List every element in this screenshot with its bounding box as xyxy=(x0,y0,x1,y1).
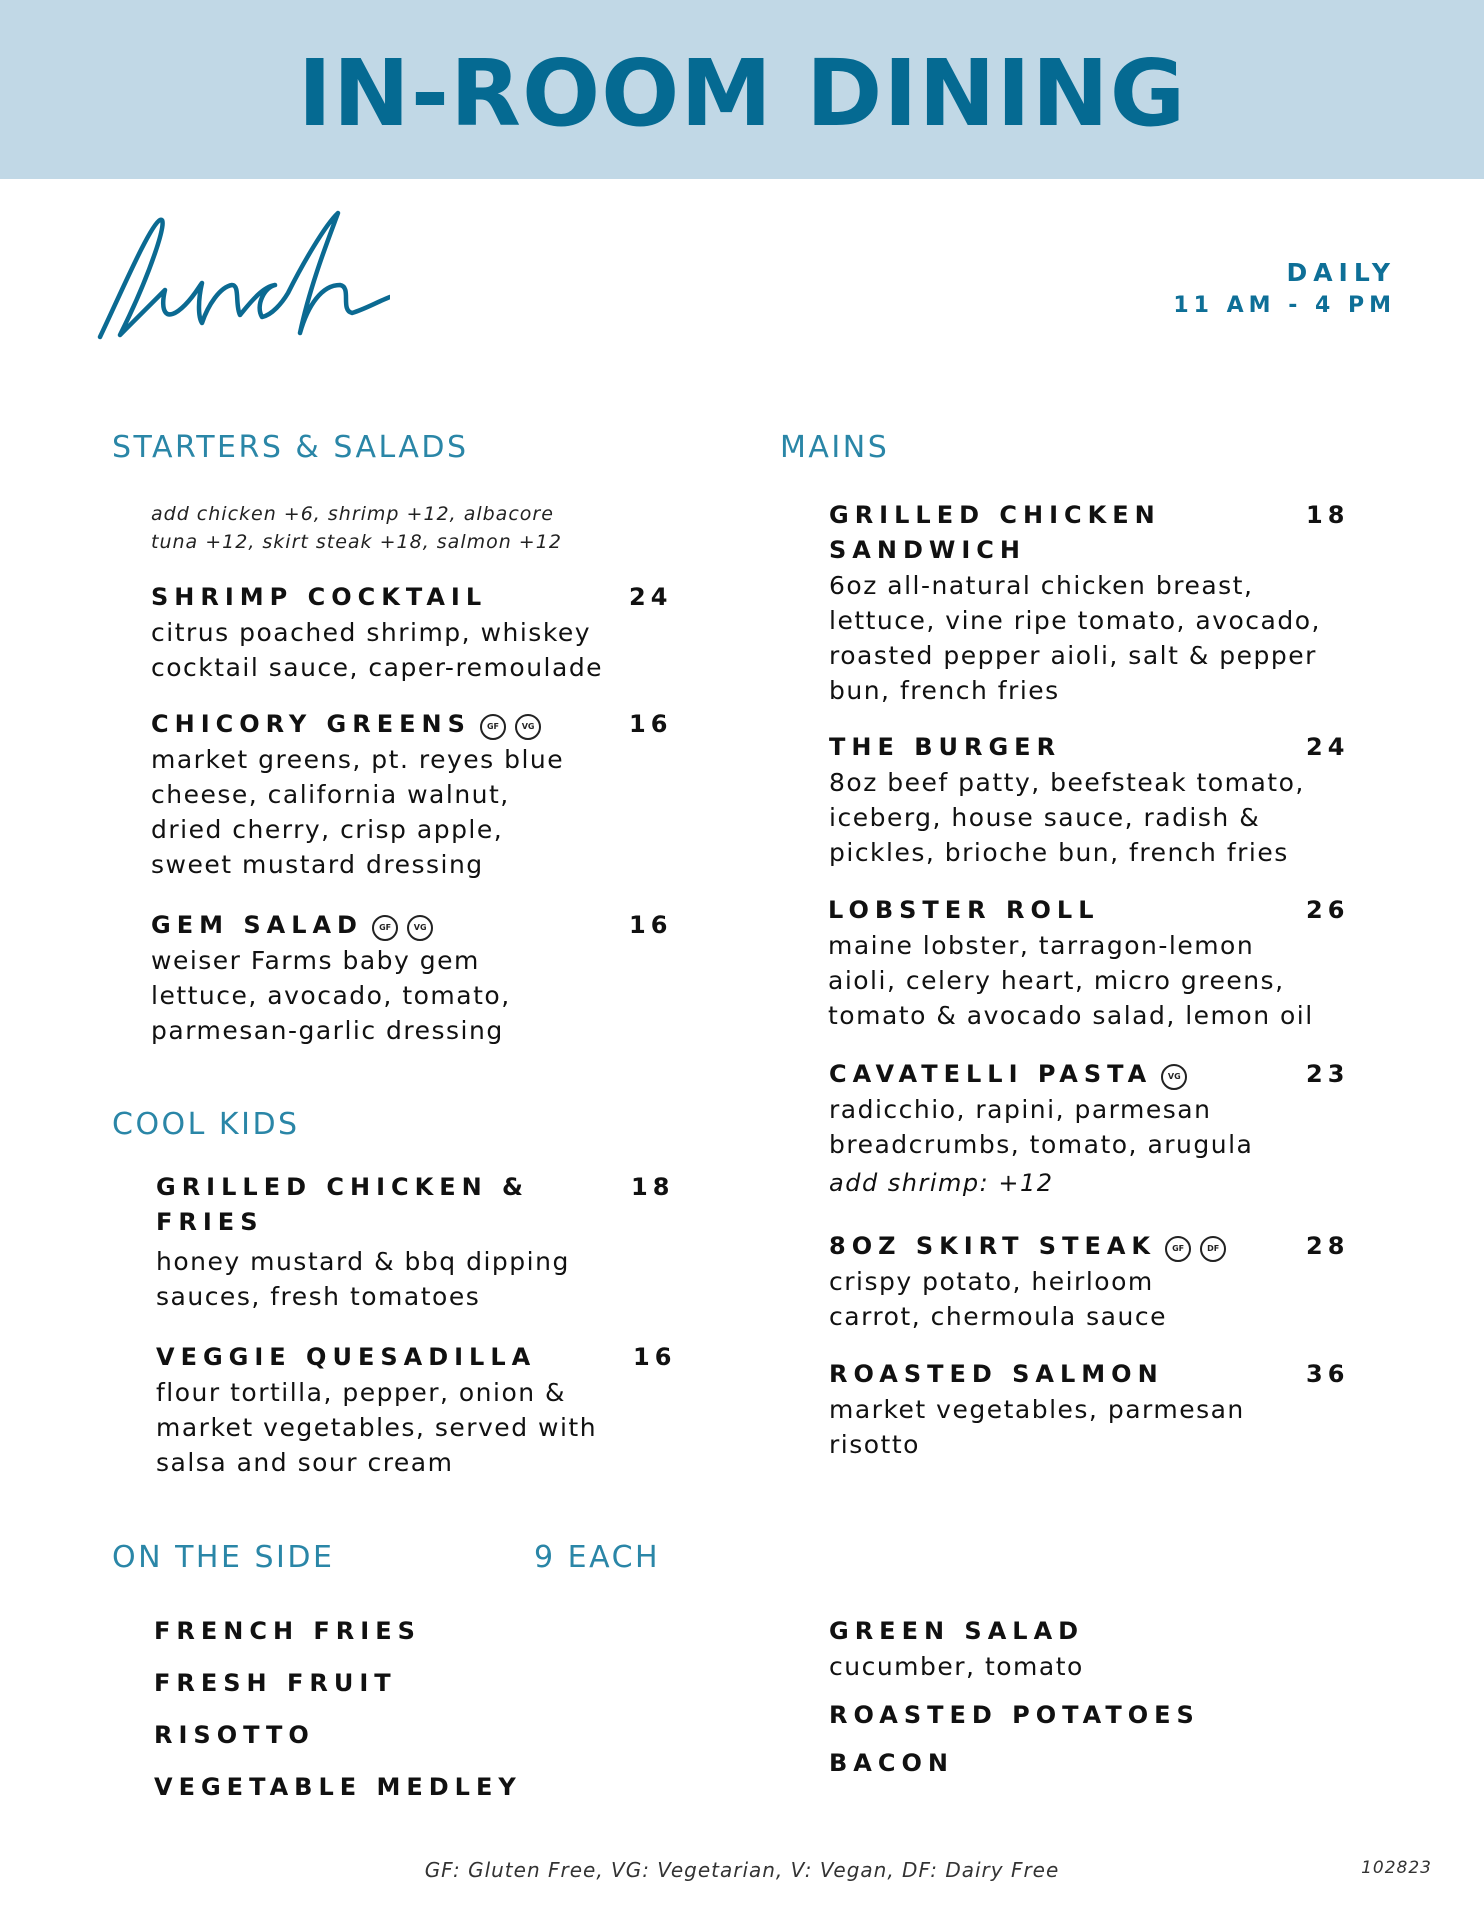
item-name: GRILLED CHICKEN & FRIES xyxy=(156,1173,529,1236)
item-name: CAVATELLI PASTA xyxy=(829,1060,1153,1088)
item-price: 16 xyxy=(633,1343,677,1371)
item-description: maine lobster, tarragon-lemon aioli, celery heart, micro greens, tomato & avocado salad, lemon oil xyxy=(828,931,1314,1030)
page-title: IN-ROOM DINING xyxy=(297,40,1187,147)
gf-badge: GF xyxy=(480,714,506,740)
item-description: radicchio, rapini, parmesan breadcrumbs, tomato, arugula xyxy=(829,1095,1254,1159)
item-description: citrus poached shrimp, whiskey cocktail sauce, caper-remoulade xyxy=(151,618,604,682)
menu-item xyxy=(151,580,671,685)
side-item: GREEN SALAD xyxy=(829,1617,1085,1645)
item-name: GRILLED CHICKEN SANDWICH xyxy=(829,501,1161,564)
item-price: 28 xyxy=(1306,1232,1350,1260)
dietary-legend: GF: Gluten Free, VG: Vegetarian, V: Vegan, DF: Dairy Free xyxy=(424,1858,1060,1882)
item-name: 8OZ SKIRT STEAK xyxy=(829,1232,1157,1260)
item-description: crispy potato, heirloom carrot, chermoula sauce xyxy=(829,1267,1167,1331)
item-description: market greens, pt. reyes blue cheese, california walnut, dried cherry, crisp apple, sweet mustard dressing xyxy=(151,745,565,879)
item-name: SHRIMP COCKTAIL xyxy=(151,583,488,611)
item-price: 26 xyxy=(1306,896,1350,924)
item-name: GEM SALAD xyxy=(151,911,363,939)
item-name: LOBSTER ROLL xyxy=(828,896,1100,924)
menu-item xyxy=(151,707,671,882)
item-description: 8oz beef patty, beefsteak tomato, iceberg, house sauce, radish & pickles, brioche bun, french fries xyxy=(829,768,1305,867)
menu-item xyxy=(828,893,1348,1033)
lunch-script-title xyxy=(90,205,390,345)
item-price: 24 xyxy=(629,583,673,611)
item-description: 6oz all-natural chicken breast, lettuce, vine ripe tomato, avocado, roasted pepper aioli, salt & pepper bun, french fries xyxy=(829,571,1321,705)
side-item: FRESH FRUIT xyxy=(154,1669,397,1697)
gf-badge: GF xyxy=(1165,1236,1191,1262)
item-description: honey mustard & bbq dipping sauces, fresh tomatoes xyxy=(156,1247,570,1311)
gf-badge: GF xyxy=(372,915,398,941)
menu-item xyxy=(156,1340,676,1480)
side-item: RISOTTO xyxy=(154,1721,315,1749)
section-title-mains: MAINS xyxy=(780,430,890,465)
item-name: THE BURGER xyxy=(829,733,1062,761)
menu-item xyxy=(829,1357,1349,1462)
section-title-kids: COOL KIDS xyxy=(112,1107,300,1142)
item-price: 24 xyxy=(1306,733,1350,761)
hours-days: DAILY xyxy=(1286,258,1396,287)
menu-item xyxy=(829,1057,1349,1204)
item-name: ROASTED SALMON xyxy=(829,1360,1164,1388)
item-description: flour tortilla, pepper, onion & market vegetables, served with salsa and sour cream xyxy=(156,1378,598,1477)
side-item: VEGETABLE MEDLEY xyxy=(154,1773,522,1801)
item-price: 18 xyxy=(1306,501,1350,529)
vg-badge: VG xyxy=(407,915,433,941)
menu-item xyxy=(829,1229,1349,1334)
item-description: weiser Farms baby gem lettuce, avocado, tomato, parmesan-garlic dressing xyxy=(151,946,511,1045)
sides-price: 9 EACH xyxy=(534,1540,661,1575)
item-price: 16 xyxy=(629,710,673,738)
side-item-description: cucumber, tomato xyxy=(829,1652,1084,1681)
item-name: VEGGIE QUESADILLA xyxy=(156,1343,537,1371)
item-addon: add shrimp: +12 xyxy=(829,1169,1054,1197)
df-badge: DF xyxy=(1200,1236,1226,1262)
menu-item xyxy=(151,908,671,1048)
menu-item xyxy=(829,730,1349,870)
item-price: 36 xyxy=(1306,1360,1350,1388)
side-item: BACON xyxy=(829,1749,954,1777)
section-title-starters: STARTERS & SALADS xyxy=(112,430,469,465)
item-description: market vegetables, parmesan risotto xyxy=(829,1395,1245,1459)
vg-badge: VG xyxy=(515,714,541,740)
item-price: 23 xyxy=(1306,1060,1350,1088)
starters-addons-note: add chicken +6, shrimp +12, albacore tuna +12, skirt steak +18, salmon +12 xyxy=(151,503,562,553)
item-price: 16 xyxy=(629,911,673,939)
side-item: FRENCH FRIES xyxy=(154,1617,421,1645)
menu-item xyxy=(829,498,1349,708)
side-item: ROASTED POTATOES xyxy=(829,1701,1200,1729)
menu-item xyxy=(156,1170,676,1314)
hours-times: 11 AM - 4 PM xyxy=(1173,293,1396,318)
vg-badge: VG xyxy=(1161,1064,1187,1090)
section-title-sides: ON THE SIDE xyxy=(112,1540,335,1575)
hours xyxy=(1173,258,1396,318)
item-price: 18 xyxy=(631,1173,675,1201)
menu-code: 102823 xyxy=(1361,1858,1432,1878)
item-name: CHICORY GREENS xyxy=(151,710,471,738)
